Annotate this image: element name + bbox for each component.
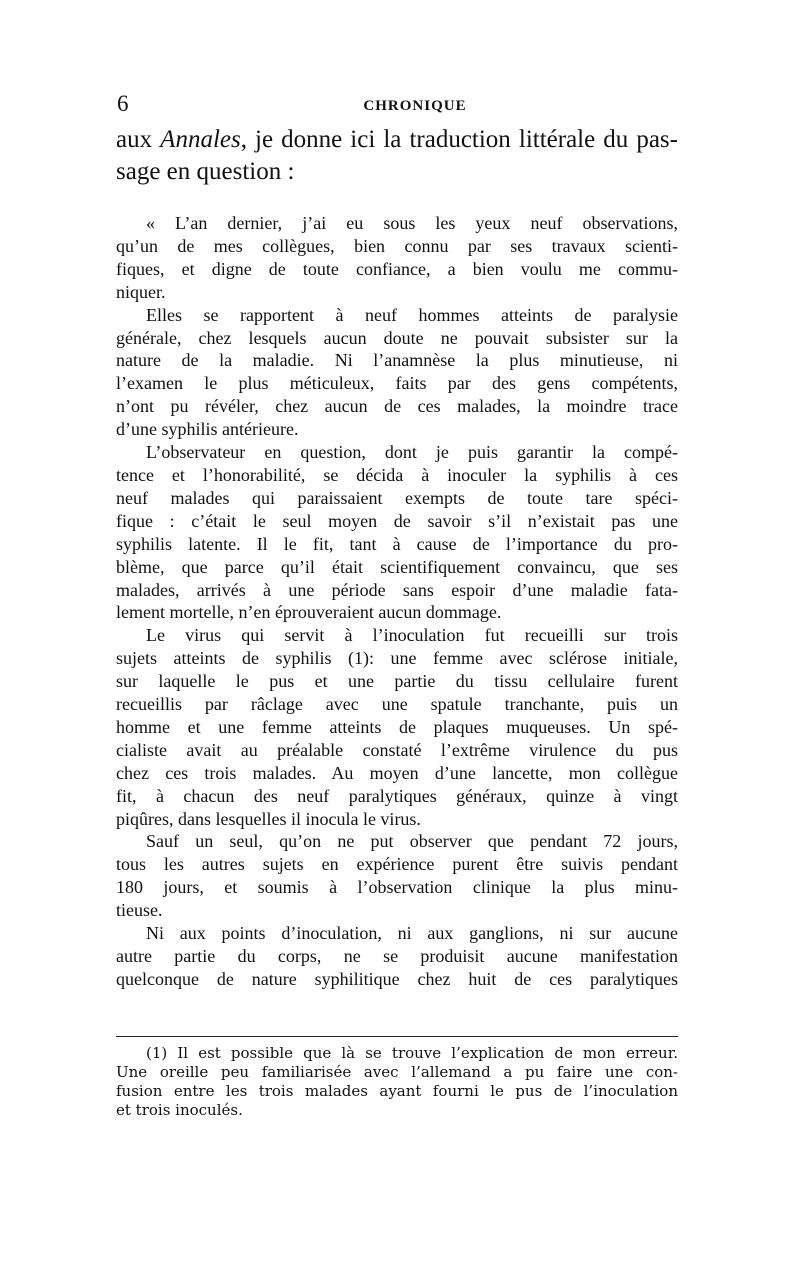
- text-line: syphilis latente. Il le fit, tant à cause de l’importance du pro-: [116, 533, 678, 554]
- footnote: [116, 1044, 678, 1120]
- text-line: sur laquelle le pus et une partie du tissu cellulaire furent: [116, 671, 678, 692]
- text-line: cialiste avait au préalable constaté l’extrême virulence du pus: [116, 739, 678, 760]
- text-line: piqûres, dans lesquelles il inocula le virus.: [116, 808, 421, 829]
- text-line: « L’an dernier, j’ai eu sous les yeux neuf observations,: [146, 213, 678, 233]
- paragraph: [116, 830, 678, 922]
- paragraph: [116, 304, 678, 441]
- text-line: tence et l’honorabilité, se décida à inoculer la syphilis à ces: [116, 464, 678, 485]
- text-line: l’examen le plus méticuleux, faits par des gens compétents,: [116, 373, 678, 394]
- text-line: Elles se rapportent à neuf hommes atteints de paralysie: [146, 304, 678, 325]
- text-line: Le virus qui servit à l’inoculation fut recueilli sur trois: [146, 625, 678, 646]
- text-line: chez ces trois malades. Au moyen d’une lancette, mon collègue: [116, 762, 678, 783]
- paragraph: [116, 441, 678, 624]
- text-line: sage en question :: [116, 158, 295, 185]
- footnote-line: Une oreille peu familiarisée avec l’allemand a pu faire une con-: [116, 1063, 678, 1081]
- text-line: nature de la maladie. Ni l’anamnèse la plus minutieuse, ni: [116, 350, 678, 371]
- text-line: fit, à chacun des neuf paralytiques généraux, quinze à vingt: [116, 785, 678, 806]
- text-line: aux Annales, je donne ici la traduction littérale du pas-: [116, 126, 678, 153]
- page-number: 6: [117, 91, 129, 116]
- paragraph: [116, 624, 678, 830]
- footnote-divider: [116, 1036, 678, 1037]
- body-text: [116, 212, 678, 991]
- intro-text: [116, 124, 678, 188]
- running-head: CHRONIQUE: [363, 98, 467, 114]
- text-line: malades, arrivés à une période sans espoir d’une maladie fata-: [116, 579, 678, 600]
- text-line: tous les autres sujets en expérience purent être suivis pendant: [116, 854, 678, 875]
- text-line: générale, chez lesquels aucun doute ne pouvait subsister sur la: [116, 327, 678, 348]
- text-line: d’une syphilis antérieure.: [116, 419, 299, 440]
- text-line: autre partie du corps, ne se produisit aucune manifestation: [116, 946, 678, 966]
- paragraph: [116, 922, 678, 991]
- footnote-line: (1) Il est possible que là se trouve l’explication de mon erreur.: [146, 1044, 678, 1062]
- text-line: niquer.: [116, 281, 166, 302]
- text-line: fiques, et digne de toute confiance, a bien voulu me commu-: [116, 258, 678, 279]
- text-line: qu’un de mes collègues, bien connu par ses travaux scienti-: [116, 235, 678, 256]
- text-line: Sauf un seul, qu’on ne put observer que pendant 72 jours,: [146, 831, 678, 852]
- text-line: tieuse.: [116, 900, 163, 921]
- text-line: homme et une femme atteints de plaques muqueuses. Un spé-: [116, 716, 678, 737]
- text-line: fique : c’était le seul moyen de savoir s’il n’existait pas une: [116, 510, 678, 531]
- text-line: n’ont pu révéler, chez aucun de ces malades, la moindre trace: [116, 396, 678, 417]
- journal-title: Annales: [160, 126, 241, 153]
- text-line: quelconque de nature syphilitique chez huit de ces paralytiques: [116, 968, 678, 989]
- text-line: blème, que parce qu’il était scientifiquement convaincu, que ses: [116, 556, 678, 577]
- text-line: L’observateur en question, dont je puis garantir la compé-: [146, 442, 678, 463]
- text-line: neuf malades qui paraissaient exempts de toute tare spéci-: [116, 487, 678, 508]
- footnote-line: fusion entre les trois malades ayant fourni le pus de l’inoculation: [116, 1082, 678, 1100]
- text-line: 180 jours, et soumis à l’observation clinique la plus minu-: [116, 877, 678, 898]
- text-line: lement mortelle, n’en éprouveraient aucun dommage.: [116, 602, 502, 623]
- text-line: recueillis par râclage avec une spatule tranchante, puis un: [116, 694, 678, 715]
- text-line: sujets atteints de syphilis (1): une femme avec sclérose initiale,: [116, 648, 678, 669]
- paragraph: [116, 212, 678, 304]
- footnote-line: et trois inoculés.: [116, 1101, 243, 1119]
- text-line: Ni aux points d’inoculation, ni aux ganglions, ni sur aucune: [146, 923, 678, 944]
